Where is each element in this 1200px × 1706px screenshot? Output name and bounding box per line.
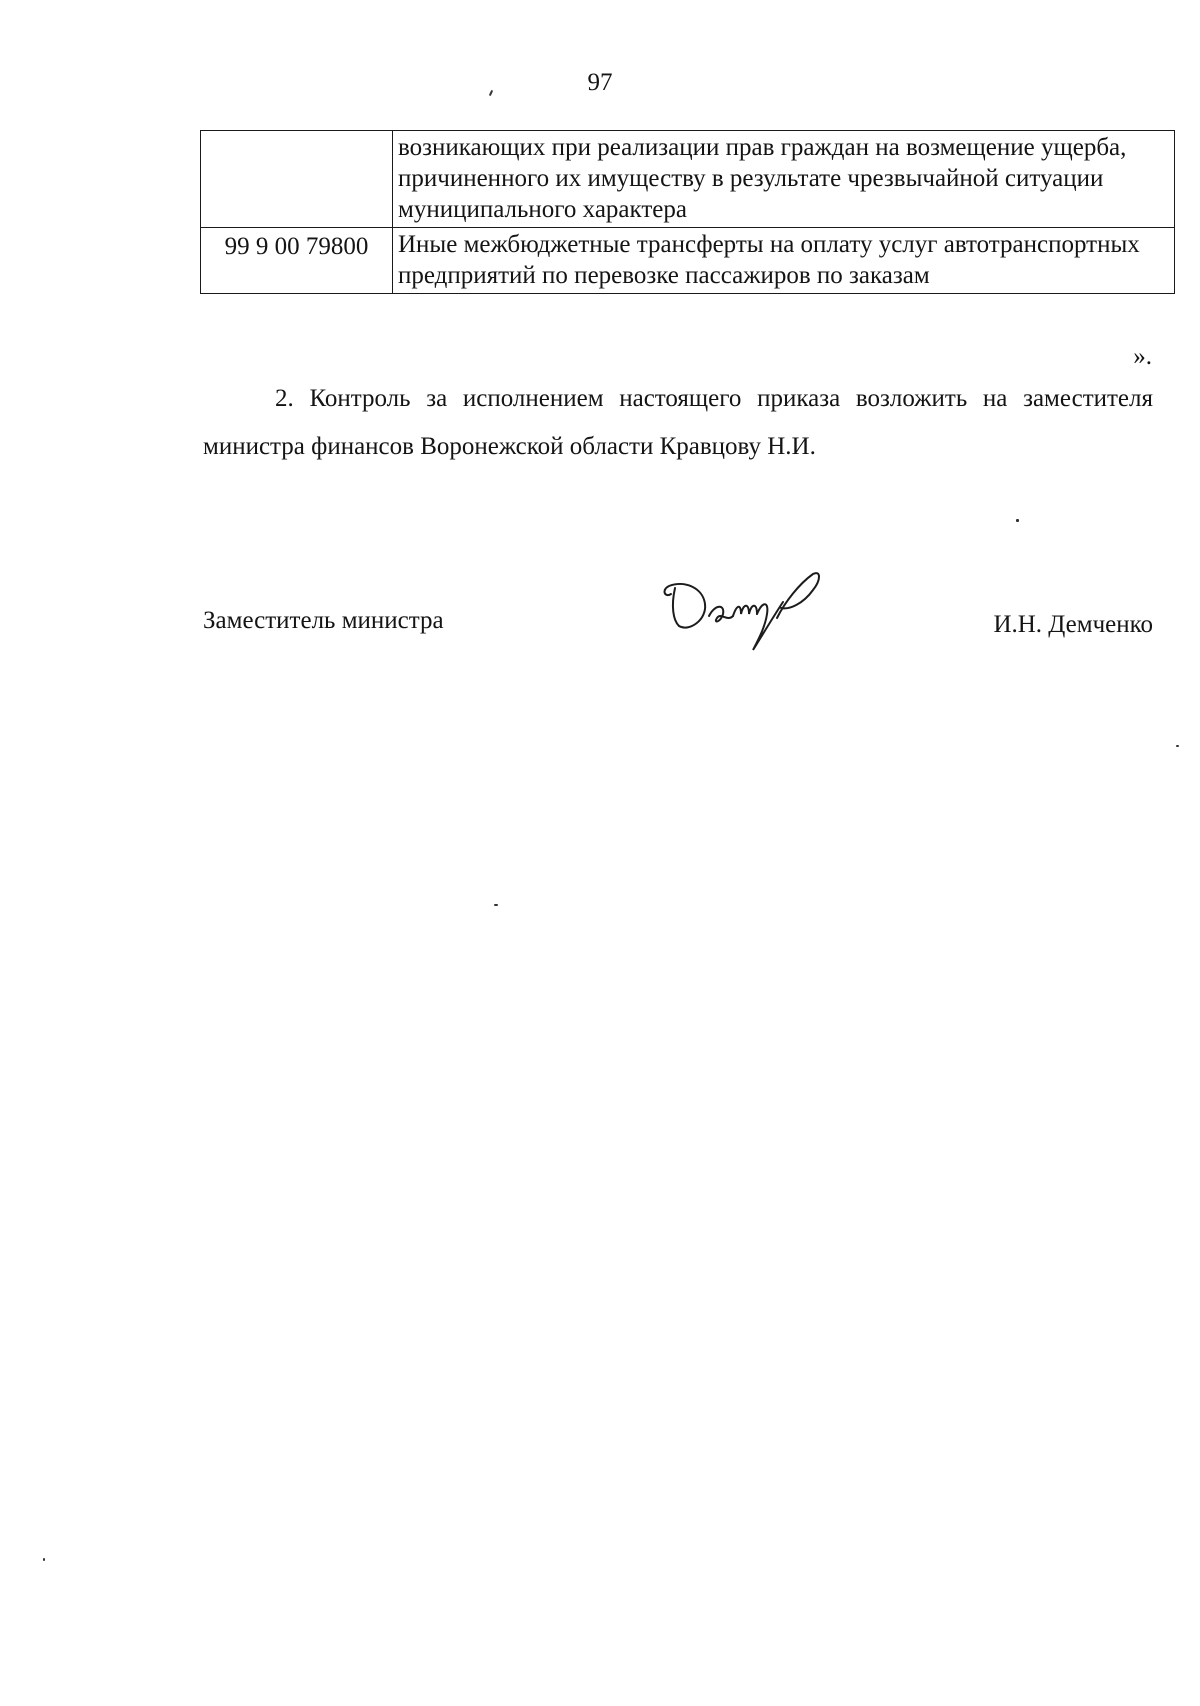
scan-speck (494, 904, 498, 906)
handwritten-signature (653, 558, 833, 658)
signer-name: И.Н. Демченко (993, 611, 1153, 638)
signature-block (203, 598, 1153, 688)
paragraph-2: 2. Контроль за исполнением настоящего приказа возложить на заместителя министра финансов Воронежской области Кравцову Н.И. (203, 385, 1153, 460)
scan-speck (1016, 519, 1019, 522)
budget-code-table (200, 130, 1175, 294)
code-cell: 99 9 00 79800 (201, 228, 393, 294)
description-cell: Иные межбюджетные трансферты на оплату услуг автотранспортных предприятий по перевозке пассажиров по заказам (393, 228, 1175, 294)
description-cell: возникающих при реализации прав граждан на возмещение ущерба, причиненного их имуществу в результате чрезвычайной ситуации муниципального характера (393, 131, 1175, 228)
table-row (201, 131, 1175, 228)
position-title: Заместитель министра (203, 607, 444, 634)
page-number: 97 (587, 69, 613, 96)
table-row (201, 228, 1175, 294)
scan-speck (1176, 745, 1179, 747)
scan-speck (43, 1558, 45, 1561)
closing-quote: ». (1133, 343, 1152, 370)
code-cell (201, 131, 393, 228)
